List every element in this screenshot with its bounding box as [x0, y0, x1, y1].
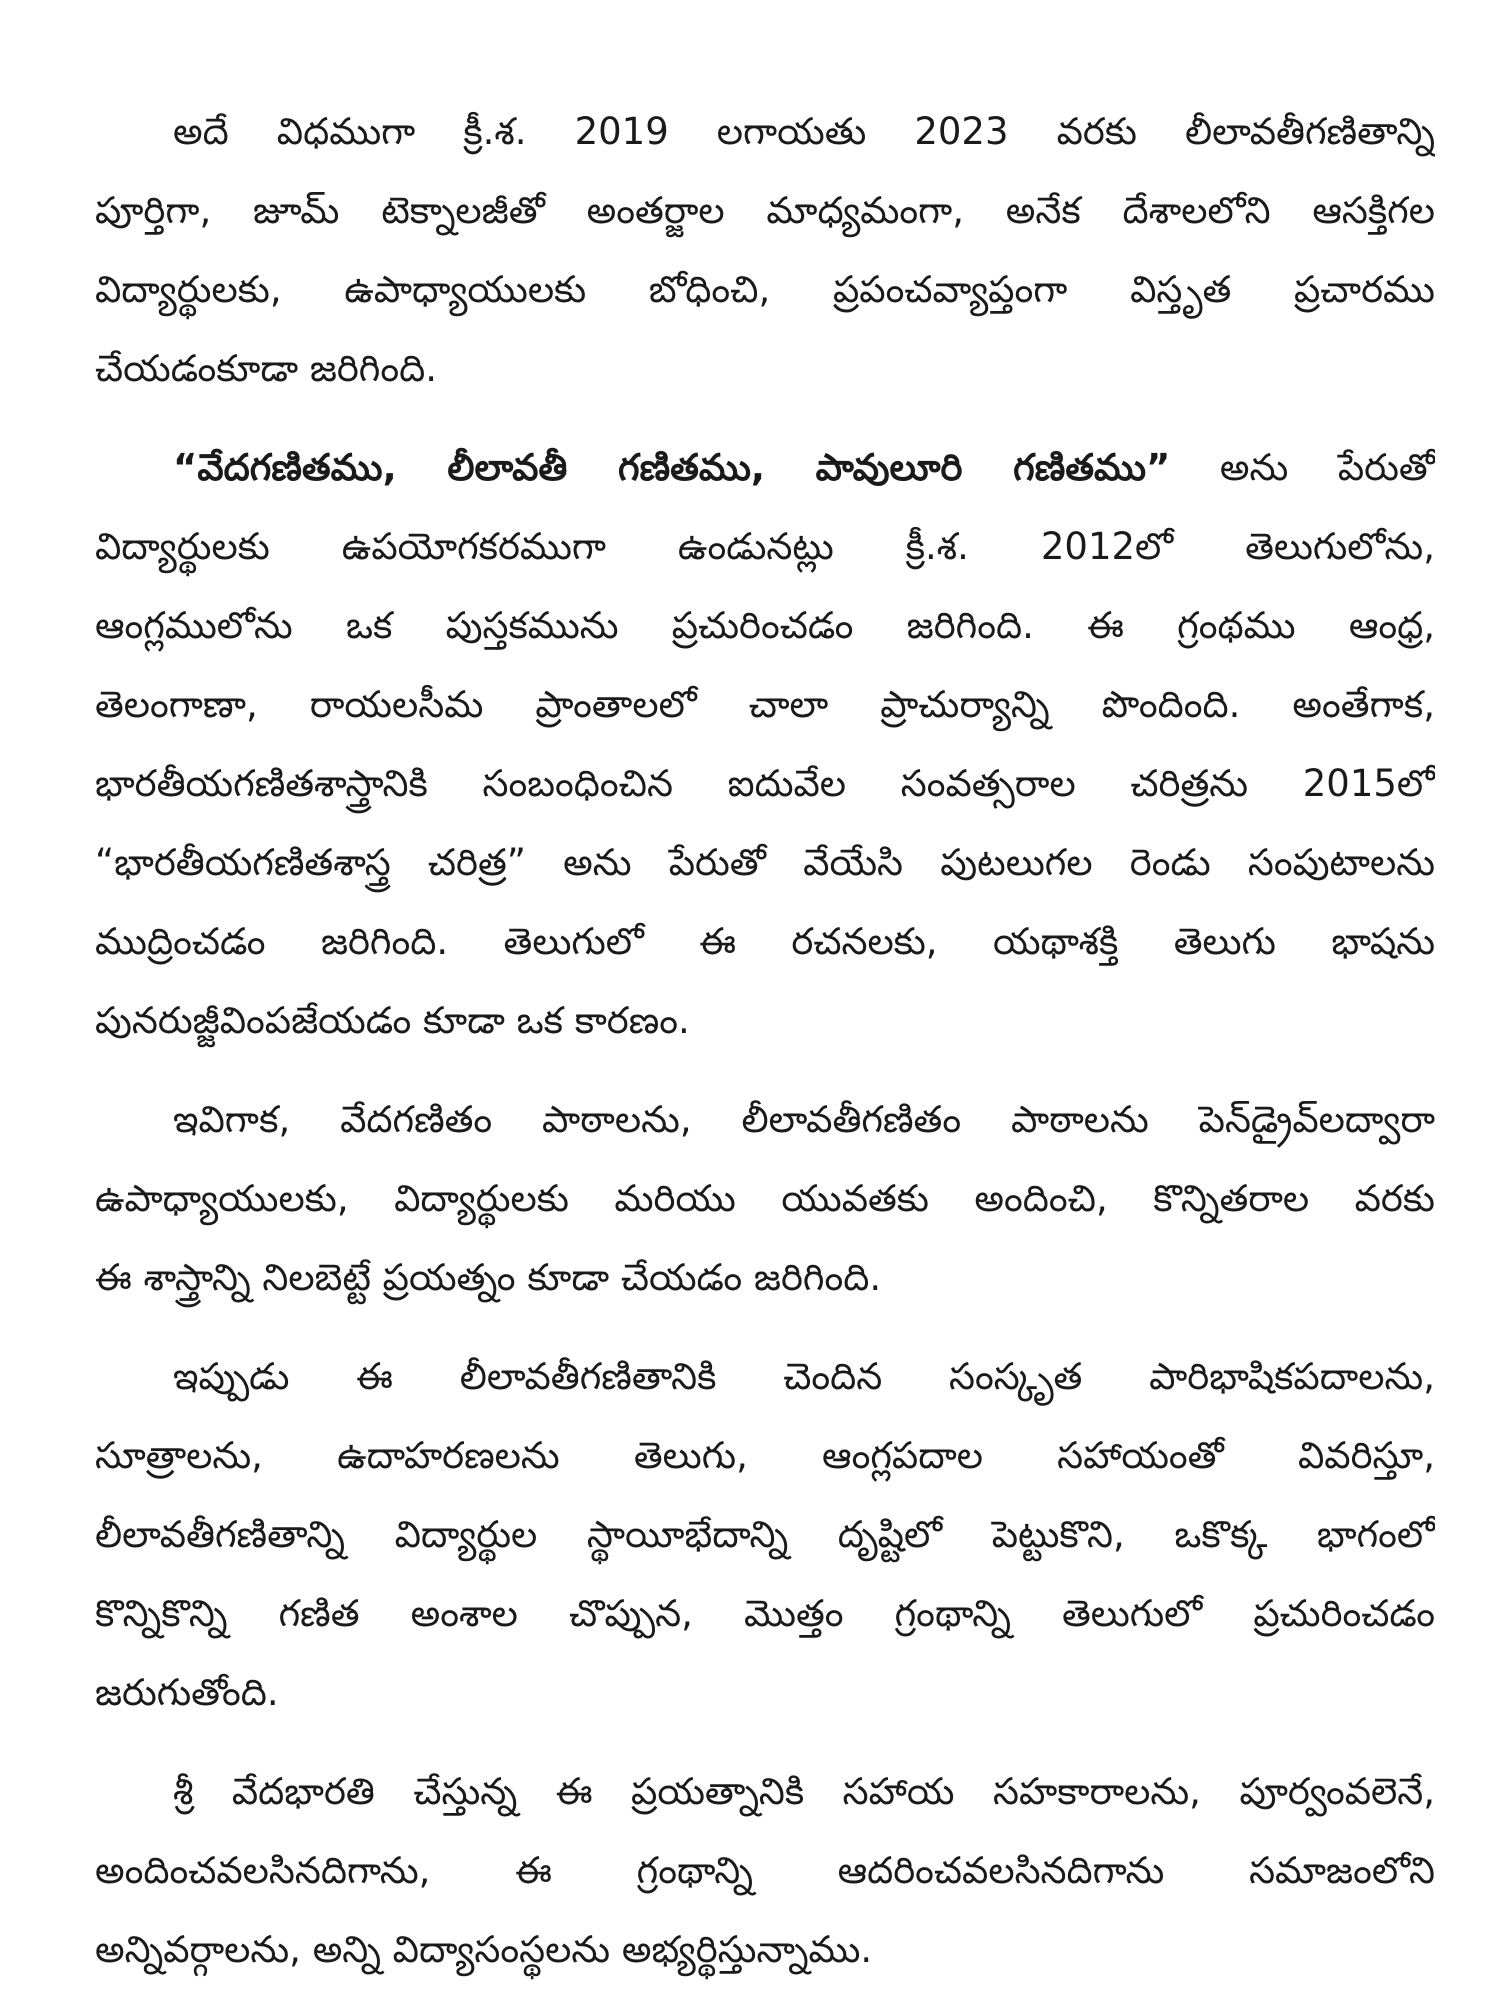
text-line: విద్యార్థులకు ఉపయోగకరముగా ఉండునట్లు క్రీ.శ. 2012లో తెలుగులోను, — [95, 525, 1435, 568]
text-fragment: అను పేరుతో — [1170, 446, 1435, 489]
text-line: కొన్నికొన్ని గణిత అంశాల చొప్పున, మొత్తం గ్రంథాన్ని తెలుగులో ప్రచురించడం — [95, 1592, 1435, 1635]
text-line: పునరుజ్జీవింపజేయడం కూడా ఒక కారణం. — [95, 999, 690, 1042]
text-line: ఈ శాస్త్రాన్ని నిలబెట్టే ప్రయత్నం కూడా చేయడం జరిగింది. — [95, 1256, 882, 1299]
text-line: విద్యార్థులకు, ఉపాధ్యాయులకు బోధించి, ప్రపంచవ్యాప్తంగా విస్తృత ప్రచారము — [95, 268, 1435, 311]
text-line: సూత్రాలను, ఉదాహరణలను తెలుగు, ఆంగ్లపదాల సహాయంతో వివరిస్తూ, — [95, 1434, 1435, 1477]
text-line: ఆంగ్లములోను ఒక పుస్తకమును ప్రచురించడం జరిగింది. ఈ గ్రంథము ఆంధ్ర, — [95, 604, 1435, 647]
text-line: ఇప్పుడు ఈ లీలావతీగణితానికి చెందిన సంస్కృత పారిభాషికపదాలను, — [173, 1355, 1435, 1398]
text-line — [95, 428, 1435, 507]
paragraph-3 — [95, 1080, 1435, 1317]
text-line: ముద్రించడం జరిగింది. తెలుగులో ఈ రచనలకు, యథాశక్తి తెలుగు భాషను — [95, 920, 1435, 963]
paragraph-1 — [95, 92, 1435, 408]
document-page — [95, 92, 1435, 2009]
text-line: ఇవిగాక, వేదగణితం పాఠాలను, లీలావతీగణితం పాఠాలను పెన్‌డ్రైవ్‌లద్వారా — [173, 1098, 1435, 1141]
text-line: “భారతీయగణితశాస్త్ర చరిత్ర” అను పేరుతో వేయేసి పుటలుగల రెండు సంపుటాలను — [95, 841, 1435, 884]
text-line: భారతీయగణితశాస్త్రానికి సంబంధించిన ఐదువేల సంవత్సరాల చరిత్రను 2015లో — [95, 762, 1435, 805]
text-line: అదే విధముగా క్రీ.శ. 2019 లగాయతు 2023 వరకు లీలావతీగణితాన్ని — [173, 110, 1435, 153]
text-line: తెలంగాణా, రాయలసీమ ప్రాంతాలలో చాలా ప్రాచుర్యాన్ని పొందింది. అంతేగాక, — [95, 683, 1435, 726]
text-line: జరుగుతోంది. — [95, 1671, 279, 1714]
paragraph-4 — [95, 1337, 1435, 1732]
paragraph-2 — [95, 428, 1435, 1060]
text-line: ఉపాధ్యాయులకు, విద్యార్థులకు మరియు యువతకు అందించి, కొన్నితరాల వరకు — [95, 1177, 1435, 1220]
text-line: చేయడంకూడా జరిగింది. — [95, 347, 438, 390]
paragraph-5 — [95, 1752, 1435, 1989]
text-line: లీలావతీగణితాన్ని విద్యార్థుల స్థాయీభేదాన్ని దృష్టిలో పెట్టుకొని, ఒకొక్క భాగంలో — [95, 1513, 1435, 1556]
text-line: అన్నివర్గాలను, అన్ని విద్యాసంస్థలను అభ్యర్థిస్తున్నాము. — [95, 1928, 873, 1971]
text-line: అందించవలసినదిగాను, ఈ గ్రంథాన్ని ఆదరించవలసినదిగాను సమాజంలోని — [95, 1849, 1435, 1892]
text-line: పూర్తిగా, జూమ్ టెక్నాలజీతో అంతర్జాల మాధ్యమంగా, అనేక దేశాలలోని ఆసక్తిగల — [95, 189, 1435, 232]
text-line: శ్రీ వేదభారతి చేస్తున్న ఈ ప్రయత్నానికి సహాయ సహకారాలను, పూర్వంవలెనే, — [173, 1770, 1435, 1813]
book-title: “వేదగణితము, లీలావతీ గణితము, పావులూరి గణితము” — [173, 446, 1171, 489]
